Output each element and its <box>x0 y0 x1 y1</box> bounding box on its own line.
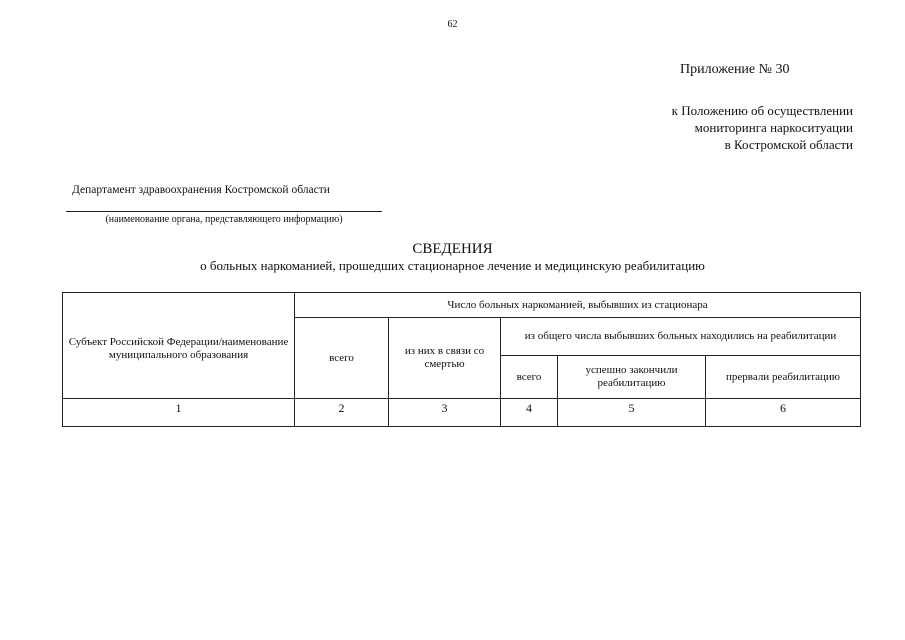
rehab-group-header-cell: из общего числа выбывших больных находились на реабилитации <box>501 318 861 356</box>
subject-header-cell: Субъект Российской Федерации/наименование муниципального образования <box>63 293 295 399</box>
column-number-cell: 5 <box>558 399 706 427</box>
regulation-ref-line: мониторинга наркоситуации <box>694 120 853 135</box>
document-subtitle: о больных наркоманией, прошедших стационарное лечение и медицинскую реабилитацию <box>200 258 705 273</box>
regulation-ref-line: к Положению об осуществлении <box>671 103 853 118</box>
rehab-success-header-cell: успешно закончили реабилитацию <box>558 356 706 399</box>
organization-name: Департамент здравоохранения Костромской области <box>72 184 330 196</box>
organization-underline <box>66 211 382 212</box>
column-number-cell: 1 <box>63 399 295 427</box>
column-number-cell: 6 <box>706 399 861 427</box>
column-numbers-row <box>63 399 861 427</box>
rehab-total-header-cell: всего <box>501 356 558 399</box>
column-number-cell: 2 <box>295 399 389 427</box>
discharged-header-cell: Число больных наркоманией, выбывших из стационара <box>295 293 861 318</box>
regulation-reference <box>672 102 853 153</box>
appendix-label: Приложение № 30 <box>680 62 790 77</box>
report-table <box>62 292 861 427</box>
document-title: СВЕДЕНИЯ <box>412 241 493 257</box>
page-number: 62 <box>447 19 458 30</box>
table-header-row <box>63 293 861 318</box>
column-number-cell: 4 <box>501 399 558 427</box>
regulation-ref-line: в Костромской области <box>724 137 853 152</box>
column-number-cell: 3 <box>389 399 501 427</box>
organization-caption: (наименование органа, представляющего информацию) <box>105 214 343 225</box>
rehab-interrupted-header-cell: прервали реабилитацию <box>706 356 861 399</box>
death-header-cell: из них в связи со смертью <box>389 318 501 399</box>
total-header-cell: всего <box>295 318 389 399</box>
